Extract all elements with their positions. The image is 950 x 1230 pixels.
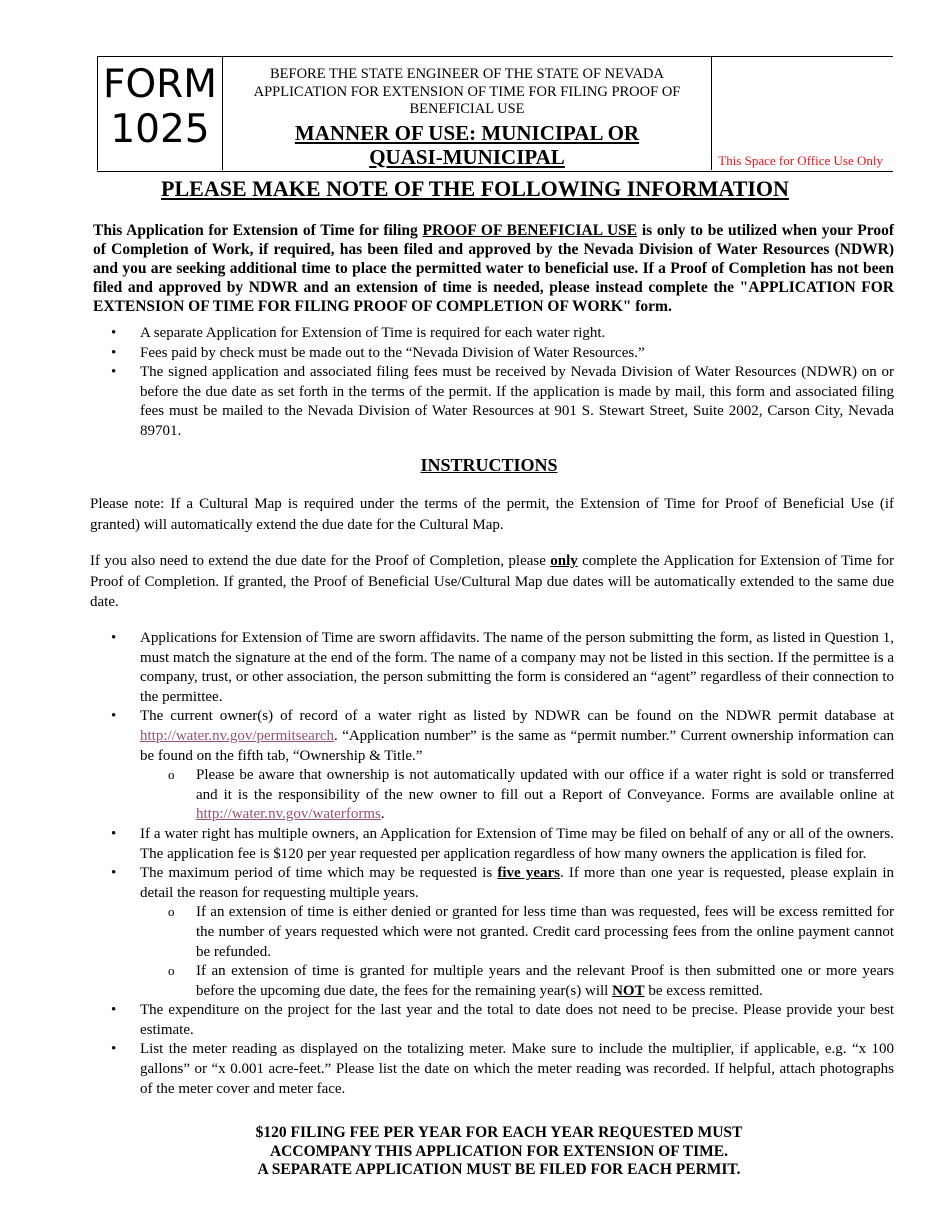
form-title-box (223, 57, 712, 170)
proof-note-rest: complete the Application for Extension of Time for Proof of Completion. If granted, the Proof of Beneficial Use/Cultural Map due dates will be automatically extended to the same due date. (90, 553, 894, 610)
form-authority (223, 66, 711, 119)
manner-line-1: MANNER OF USE: MUNICIPAL OR (294, 120, 640, 145)
notice-intro (93, 221, 894, 316)
notice-heading: PLEASE MAKE NOTE OF THE FOLLOWING INFORMATION (161, 176, 789, 201)
list-item: • Applications for Extension of Time are sworn affidavits. The name of the person submitting the form, as listed in Question 1, must match the signature at the end of the form. The name of a company may not be listed in this section. If the permittee is a company, trust, or other association, the person submitting the form is considered an “agent” regardless of their connection to the permittee. (93, 629, 894, 707)
permit-search-link[interactable]: http://water.nv.gov/permitsearch (140, 727, 334, 744)
cultural-map-note: Please note: If a Cultural Map is required under the terms of the permit, the Extension of Time for Proof of Beneficial Use (if granted) will automatically extend the due date for the Cultural Map. (90, 496, 894, 533)
footer-line-2: ACCOMPANY THIS APPLICATION FOR EXTENSION OF TIME. (269, 1142, 728, 1160)
ownership-text: The current owner(s) of record of a water right as listed by NDWR can be found on the NDWR permit database at (140, 708, 894, 725)
remaining-years-rest: be excess remitted. (644, 982, 763, 999)
authority-line-1: BEFORE THE STATE ENGINEER OF THE STATE OF NEVADA (269, 66, 665, 82)
manner-line-2: QUASI-MUNICIPAL (369, 144, 565, 169)
max-period-rest: . If more than one year is requested, please explain in detail the reason for requesting multiple years. (140, 865, 894, 901)
max-period-text: The maximum period of time which may be requested is (140, 865, 498, 882)
form-number-box (97, 57, 223, 170)
proof-note-text: If you also need to extend the due date for the Proof of Completion, please (90, 553, 551, 569)
notice-intro-underlined: PROOF OF BENEFICIAL USE (422, 222, 638, 239)
list-item (93, 864, 894, 1001)
list-item (140, 962, 894, 1001)
conveyance-text-end: . (380, 806, 385, 823)
max-period-emphasis: five years (497, 865, 560, 882)
filing-fee-footer (0, 1124, 950, 1180)
form-header (97, 56, 893, 172)
form-label: FORM (103, 62, 217, 107)
list-item: • If a water right has multiple owners, an Application for Extension of Time may be filed on behalf of any or all of the owners. The application fee is $120 per year requested per application regardless of how many owners the application is filed for. (93, 825, 894, 864)
remaining-years-text: If an extension of time is granted for multiple years and the relevant Proof is then submitted one or more years before the upcoming due date, the fees for the remaining year(s) will (196, 963, 894, 999)
notice-intro-text: This Application for Extension of Time for filing (93, 222, 423, 239)
list-item (140, 766, 894, 825)
remaining-years-emphasis: NOT (612, 982, 645, 999)
instructions-heading: INSTRUCTIONS (420, 455, 558, 475)
form-number: 1025 (110, 107, 210, 152)
footer-line-3: A SEPARATE APPLICATION MUST BE FILED FOR EACH PERMIT. (257, 1161, 741, 1178)
manner-of-use-title (223, 121, 711, 169)
footer-line-1: $120 FILING FEE PER YEAR FOR EACH YEAR REQUESTED MUST (255, 1124, 743, 1141)
notice-bullet-list (93, 324, 894, 442)
notice-intro-rest: is only to be utilized when your Proof of Completion of Work, if required, has been filed and approved by the Nevada Division of Water Resources (NDWR) and you are seeking additional time to place the permitted water to beneficial use. If a Proof of Completion has not been filed and approved by NDWR and an extension of time is needed, please instead complete the "APPLICATION FOR EXTENSION OF TIME FOR FILING PROOF OF COMPLETION OF WORK" form. (93, 222, 894, 315)
authority-line-2: APPLICATION FOR EXTENSION OF TIME FOR FILING PROOF OF (253, 83, 681, 100)
list-item: • The expenditure on the project for the last year and the total to date does not need to be precise. Please provide your best estimate. (93, 1001, 894, 1040)
office-use-label: This Space for Office Use Only (718, 153, 883, 168)
proof-note-emphasis: only (550, 553, 578, 569)
list-item: • A separate Application for Extension of Time is required for each water right. (93, 324, 894, 344)
list-item (93, 707, 894, 825)
authority-line-3: BENEFICIAL USE (409, 101, 525, 117)
conveyance-text: Please be aware that ownership is not automatically updated with our office if a water right is sold or transferred and it is the responsibility of the new owner to fill out a Report of Conveyance. Forms are available online at (196, 767, 894, 803)
refund-sub-list (140, 903, 894, 1001)
list-item: o If an extension of time is either denied or granted for less time than was requested, fees will be excess remitted for the number of years requested which were not granted. Credit card processing fees from the online payment cannot be refunded. (140, 903, 894, 962)
list-item: • List the meter reading as displayed on the totalizing meter. Make sure to include the multiplier, if applicable, e.g. “x 100 gallons” or “x 0.001 acre-feet.” Please list the date on which the meter reading was recorded. If helpful, attach photographs of the meter cover and meter face. (93, 1040, 894, 1099)
water-forms-link[interactable]: http://water.nv.gov/waterforms (196, 806, 381, 823)
proof-of-completion-note (90, 551, 894, 613)
ownership-text-rest: . “Application number” is the same as “permit number.” Current ownership information can be found on the fifth tab, “Ownership & Title.” (140, 727, 894, 764)
list-item: • Fees paid by check must be made out to the “Nevada Division of Water Resources.” (93, 344, 894, 364)
list-item: • The signed application and associated filing fees must be received by Nevada Division of Water Resources (NDWR) on or before the due date as set forth in the terms of the permit. If the application is made by mail, this form and associated filing fees must be mailed to the Nevada Division of Water Resources at 901 S. Stewart Street, Suite 2002, Carson City, Nevada 89701. (93, 363, 894, 441)
instructions-list (93, 629, 894, 1099)
ownership-sub-list (140, 766, 894, 825)
